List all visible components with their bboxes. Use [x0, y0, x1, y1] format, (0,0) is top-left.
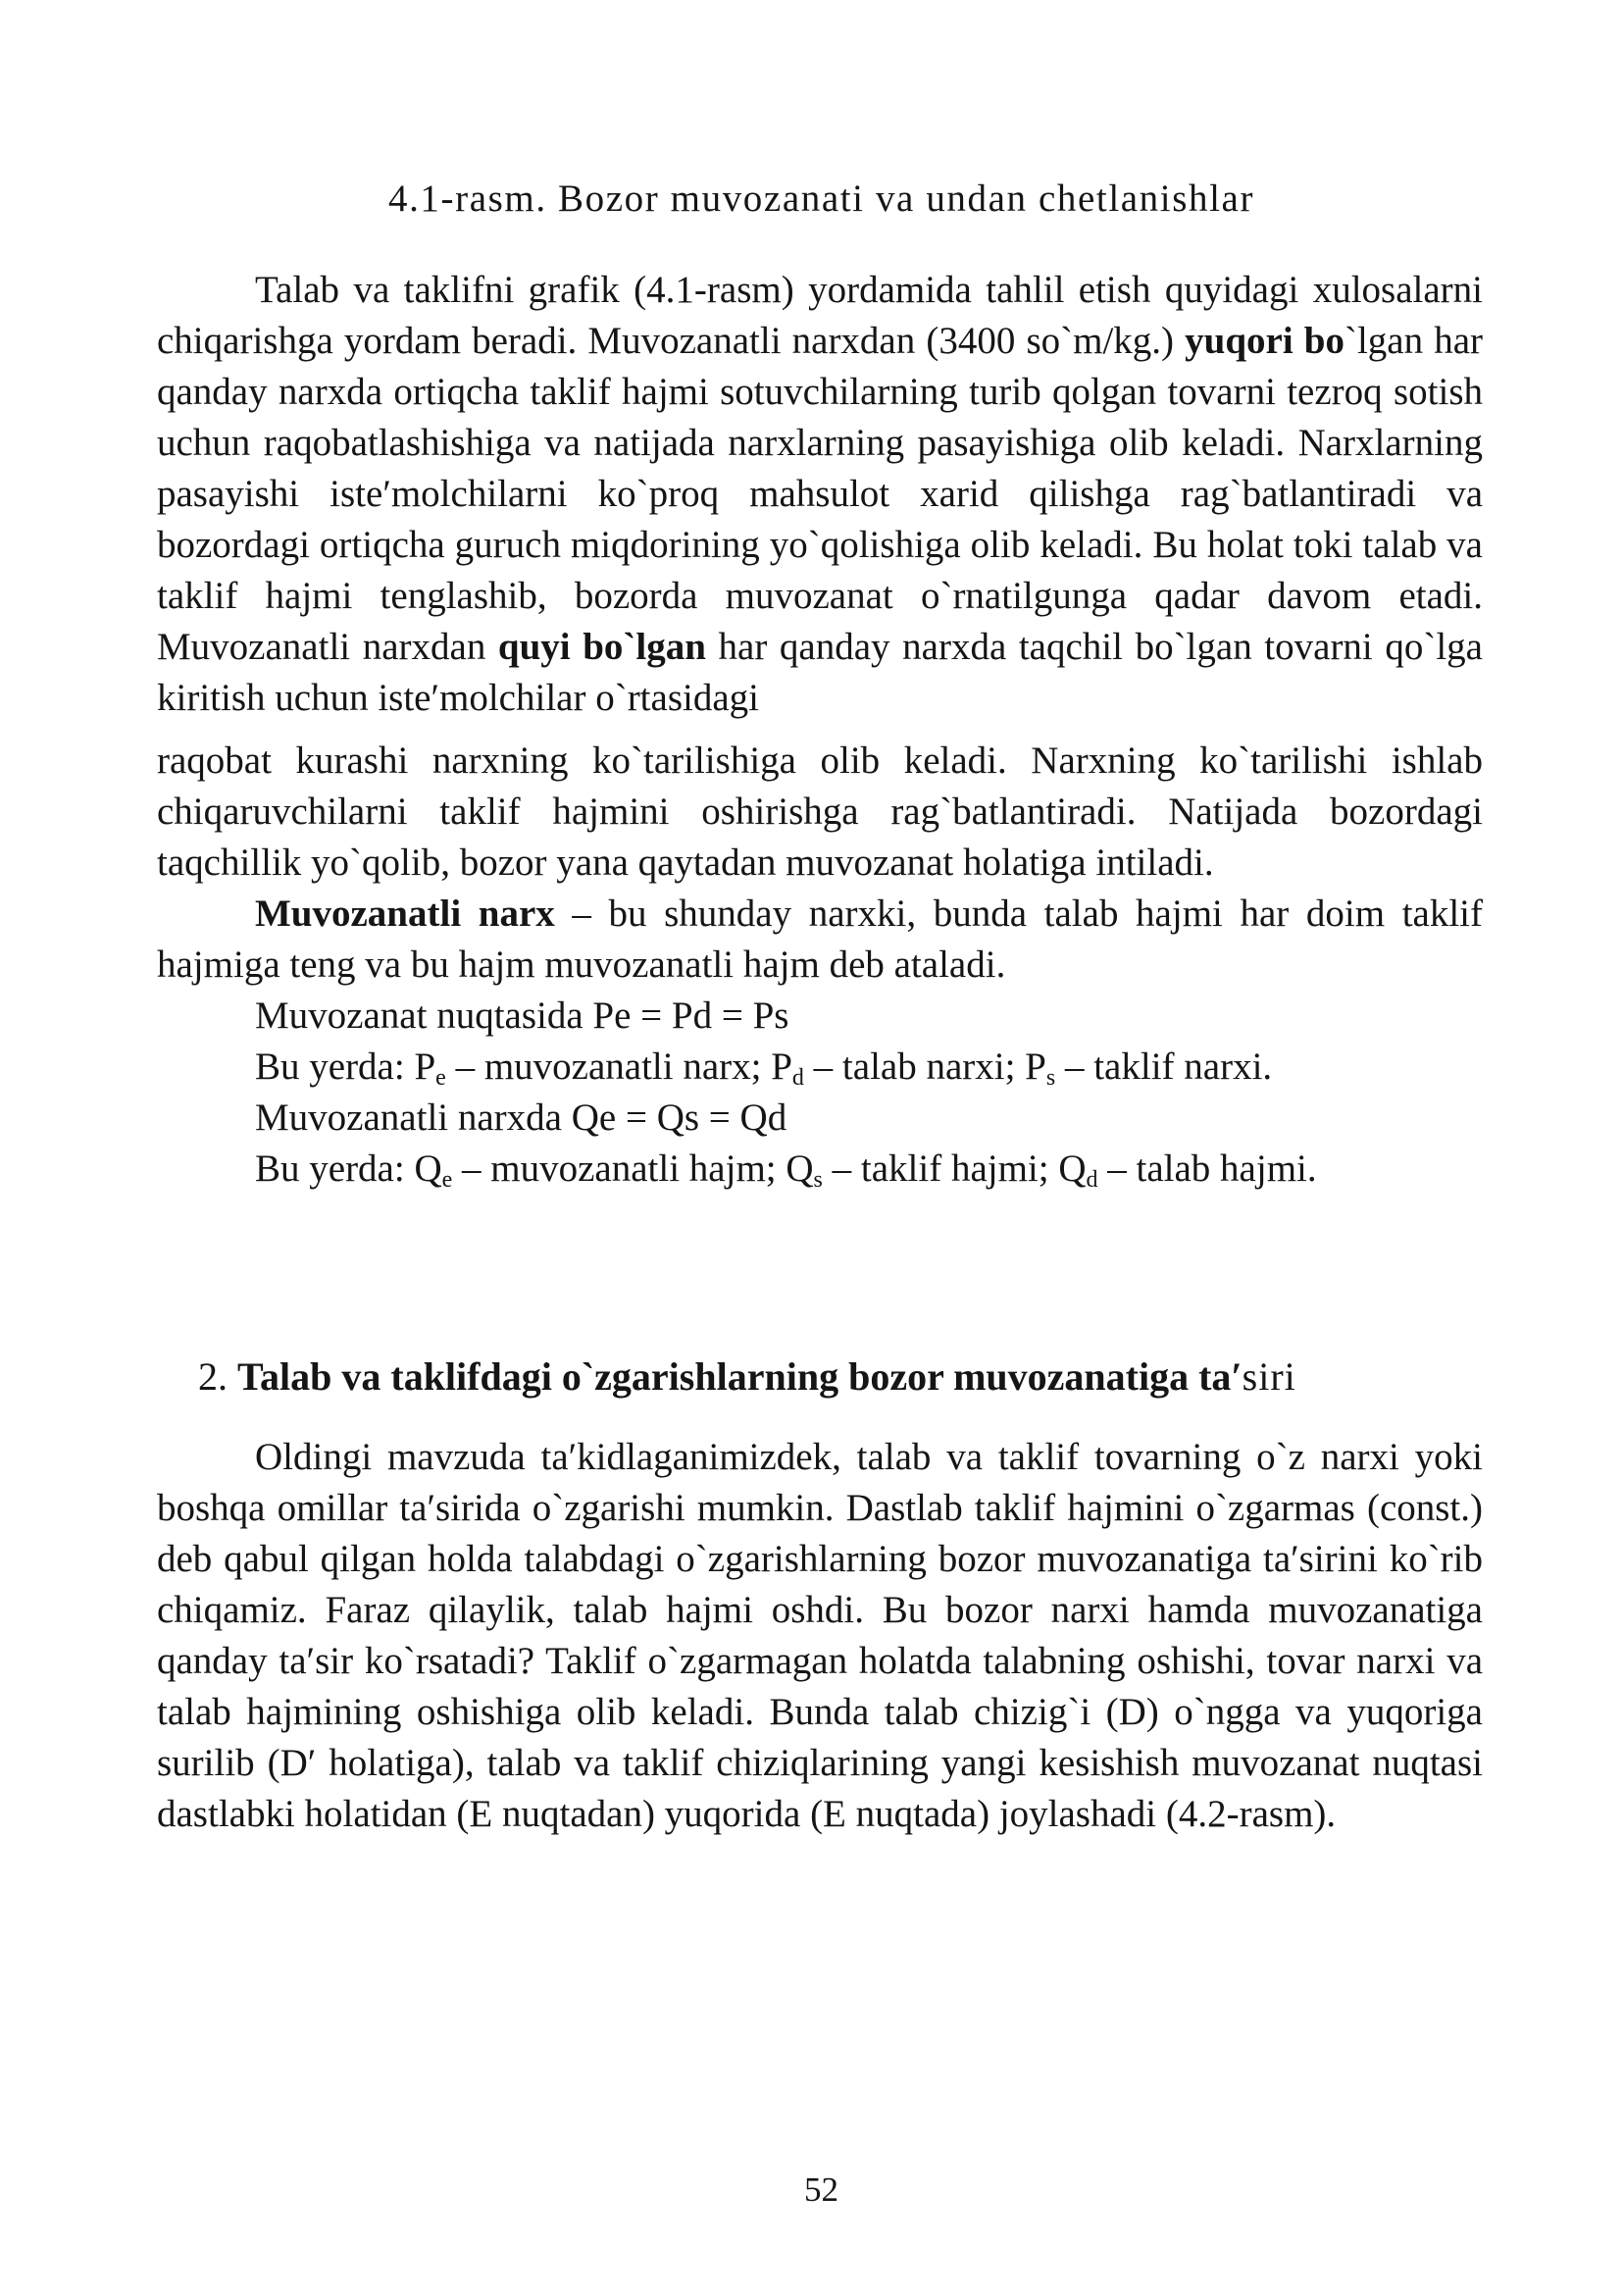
text-run: har qanday narxda taqchil bo`lgan tovarni qo`lga kiritish uchun iste′molchilar o`rtasidagi [157, 626, 1483, 719]
document-page [157, 0, 1486, 2296]
subscript-s: s [1045, 1065, 1056, 1091]
legend-text: Bu yerda: Q [255, 1148, 442, 1190]
text-run: `lgan har qanday narxda ortiqcha taklif hajmi sotuvchilarning turib qolgan tovarni tezroq sotish uchun raqobatlashishiga va natijada narxlarning pasayishiga olib keladi. Narxlarning pasayishi iste′molchilarni ko`proq mahsulot xarid qilishga rag`batlantiradi va bozordagi ortiqcha guruch miqdorining yo`qolishiga olib keladi. Bu holat toki talab va taklif hajmi tenglashib, bozorda muvozanat o`rnatilgunga qadar davom etadi. Muvozanatli narxdan [157, 320, 1484, 668]
legend-text: Bu yerda: P [255, 1046, 436, 1088]
section-2-body [157, 1432, 1483, 1840]
formula-equilibrium-quantity: Muvozanatli narxda Qe = Qs = Qd [255, 1097, 787, 1139]
heading-bold-text: Talab va taklifdagi o`zgarishlarning bozor muvozanatiga ta′ [237, 1354, 1243, 1399]
section-2-heading [198, 1353, 1493, 1400]
paragraph-definition [157, 889, 1483, 991]
bold-term-quyi: quyi bo`lgan [497, 626, 706, 668]
formula-equilibrium-price: Muvozanat nuqtasida Pe = Pd = Ps [255, 995, 789, 1037]
subscript-d: d [1086, 1167, 1098, 1193]
subscript-s: s [813, 1167, 823, 1193]
legend-text: – muvozanatli hajm; Q [452, 1148, 814, 1190]
legend-text: – taklif narxi. [1055, 1046, 1273, 1088]
legend-text: – muvozanatli narx; P [445, 1046, 792, 1088]
section-1-body [157, 265, 1483, 1195]
legend-price [157, 1042, 1483, 1093]
text-run: Talab va taklifni grafik (4.1-rasm) yordamida tahlil etish quyidagi xulosalarni chiqarishga yordam beradi. Muvozanatli narxdan (3400 so`m/kg.) [157, 269, 1483, 362]
bold-term-muvozanatli-narx: Muvozanatli narx [255, 893, 555, 935]
subscript-e: e [441, 1167, 453, 1193]
figure-caption: 4.1-rasm. Bozor muvozanati va undan chetlanishlar [387, 178, 1255, 220]
legend-text: – talab hajmi. [1097, 1148, 1317, 1190]
definition-text: – bu shunday narxki, bunda talab hajmi har doim taklif hajmiga teng va bu hajm muvozanatli hajm deb ataladi. [157, 893, 1483, 986]
bold-term-yuqori: yuqori bo [1185, 320, 1344, 362]
paragraph-competition: raqobat kurashi narxning ko`tarilishiga olib keladi. Narxning ko`tarilishi ishlab chiqaruvchilarni taklif hajmini oshirishga rag`batlantiradi. Natijada bozordagi taqchillik yo`qolib, bozor yana qaytadan muvozanat holatiga intiladi. [157, 740, 1483, 884]
heading-tail: siri [1242, 1354, 1296, 1399]
legend-text: – talab narxi; P [803, 1046, 1046, 1088]
legend-quantity [157, 1144, 1483, 1195]
legend-text: – taklif hajmi; Q [822, 1148, 1087, 1190]
paragraph-demand-change: Oldingi mavzuda ta′kidlaganimizdek, talab va taklif tovarning o`z narxi yoki boshqa omillar ta′sirida o`zgarishi mumkin. Dastlab taklif hajmini o`zgarmas (const.) deb qabul qilgan holda talabdagi o`zgarishlarning bozor muvozanatiga ta′sirini ko`rib chiqamiz. Faraz qilaylik, talab hajmi oshdi. Bu bozor narxi hamda muvozanatiga qanday ta′sir ko`rsatadi? Taklif o`zgarmagan holatda talabning oshishi, tovar narxi va talab hajmining oshishiga olib keladi. Bunda talab chizig`i (D) o`ngga va yuqoriga surilib (D′ holatiga), talab va taklif chiziqlarining yangi kesishish muvozanat nuqtasi dastlabki holatidan (E nuqtadan) yuqorida (E nuqtada) joylashadi (4.2-rasm). [157, 1436, 1483, 1835]
heading-number: 2. [198, 1354, 237, 1399]
paragraph-market-analysis [157, 265, 1483, 724]
page-number: 52 [804, 2170, 838, 2209]
subscript-d: d [791, 1065, 804, 1091]
subscript-e: e [435, 1065, 446, 1091]
